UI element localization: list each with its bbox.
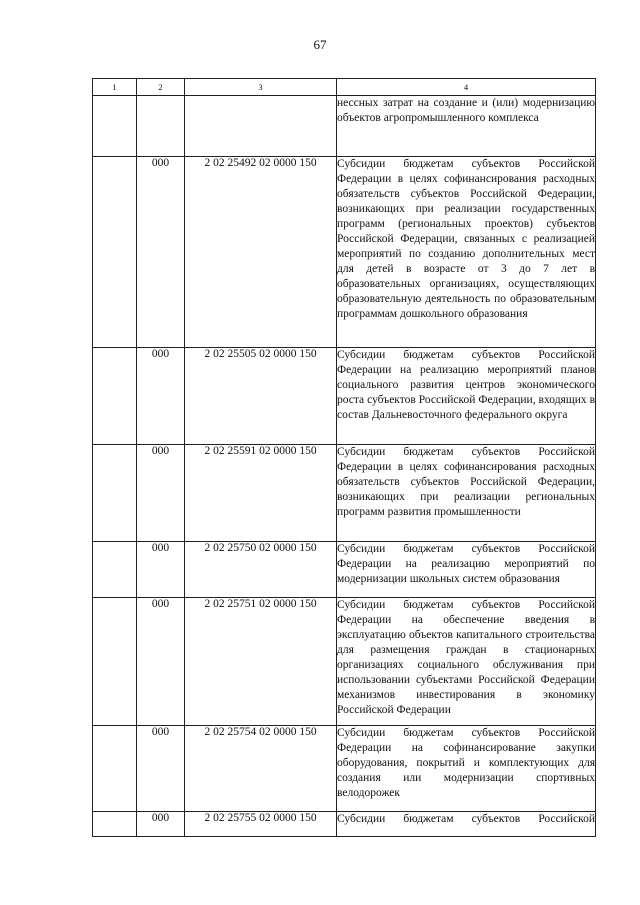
column-header-3: 3 xyxy=(185,79,337,96)
table-header-row xyxy=(93,79,596,96)
income-code-cell: 2 02 25750 02 0000 150 xyxy=(185,542,337,598)
empty-cell xyxy=(93,348,137,445)
description-cell: Субсидии бюджетам субъектов Российской Федерации на обеспечение введения в эксплуатацию объектов капитального строительства для размещения граждан в стационарных организациях социального обслуживания при использовании субъектами Российской Федерации механизмов инвестирования в экономику Российской Федерации xyxy=(337,598,596,726)
admin-code-cell: 000 xyxy=(137,445,185,542)
admin-code-cell: 000 xyxy=(137,598,185,726)
description-cell: Субсидии бюджетам субъектов Российской Федерации в целях софинансирования расходных обязательств субъектов Российской Федерации, возникающих при реализации региональных программ развития промышленности xyxy=(337,445,596,542)
admin-code-cell: 000 xyxy=(137,348,185,445)
description-cell: Субсидии бюджетам субъектов Российской Федерации на реализацию мероприятий по модернизации школьных систем образования xyxy=(337,542,596,598)
page-number: 67 xyxy=(313,37,327,52)
description-cell: нессных затрат на создание и (или) модернизацию объектов агропромышленного комплекса xyxy=(337,96,596,157)
income-code-cell: 2 02 25755 02 0000 150 xyxy=(185,812,337,837)
empty-cell xyxy=(93,157,137,348)
empty-cell xyxy=(93,96,137,157)
income-code-cell: 2 02 25754 02 0000 150 xyxy=(185,726,337,812)
income-code-cell: 2 02 25751 02 0000 150 xyxy=(185,598,337,726)
description-cell: Субсидии бюджетам субъектов Российской Федерации в целях софинансирования расходных обязательств субъектов Российской Федерации, возникающих при реализации государственных программ (региональных проектов) субъектов Российской Федерации, связанных с реализацией мероприятий по созданию дополнительных мест для детей в возрасте от 3 до 7 лет в образовательных организациях, осуществляющих образовательную деятельность по образовательным программам дошкольного образования xyxy=(337,157,596,348)
admin-code-cell: 000 xyxy=(137,542,185,598)
table-row xyxy=(93,96,596,157)
income-code-cell: 2 02 25492 02 0000 150 xyxy=(185,157,337,348)
admin-code-cell: 000 xyxy=(137,812,185,837)
empty-cell xyxy=(93,598,137,726)
budget-classification-table xyxy=(92,78,596,837)
admin-code-cell: 000 xyxy=(137,726,185,812)
column-header-1: 1 xyxy=(93,79,137,96)
table-row xyxy=(93,726,596,812)
empty-cell xyxy=(93,445,137,542)
table-row xyxy=(93,348,596,445)
table-row xyxy=(93,445,596,542)
empty-cell xyxy=(93,726,137,812)
table-row xyxy=(93,812,596,837)
income-code-cell: 2 02 25505 02 0000 150 xyxy=(185,348,337,445)
empty-cell xyxy=(93,542,137,598)
description-cell: Субсидии бюджетам субъектов Российской Федерации на реализацию мероприятий планов социального развития центров экономического роста субъектов Российской Федерации, входящих в состав Дальневосточного федерального округа xyxy=(337,348,596,445)
admin-code-cell xyxy=(137,96,185,157)
table-row xyxy=(93,598,596,726)
admin-code-cell: 000 xyxy=(137,157,185,348)
description-cell: Субсидии бюджетам субъектов Российской xyxy=(337,812,596,837)
table-row xyxy=(93,542,596,598)
income-code-cell: 2 02 25591 02 0000 150 xyxy=(185,445,337,542)
empty-cell xyxy=(93,812,137,837)
column-header-4: 4 xyxy=(337,79,596,96)
table-row xyxy=(93,157,596,348)
income-code-cell xyxy=(185,96,337,157)
description-cell: Субсидии бюджетам субъектов Российской Федерации на софинансирование закупки оборудования, покрытий и комплектующих для создания или модернизации спортивных велодорожек xyxy=(337,726,596,812)
column-header-2: 2 xyxy=(137,79,185,96)
